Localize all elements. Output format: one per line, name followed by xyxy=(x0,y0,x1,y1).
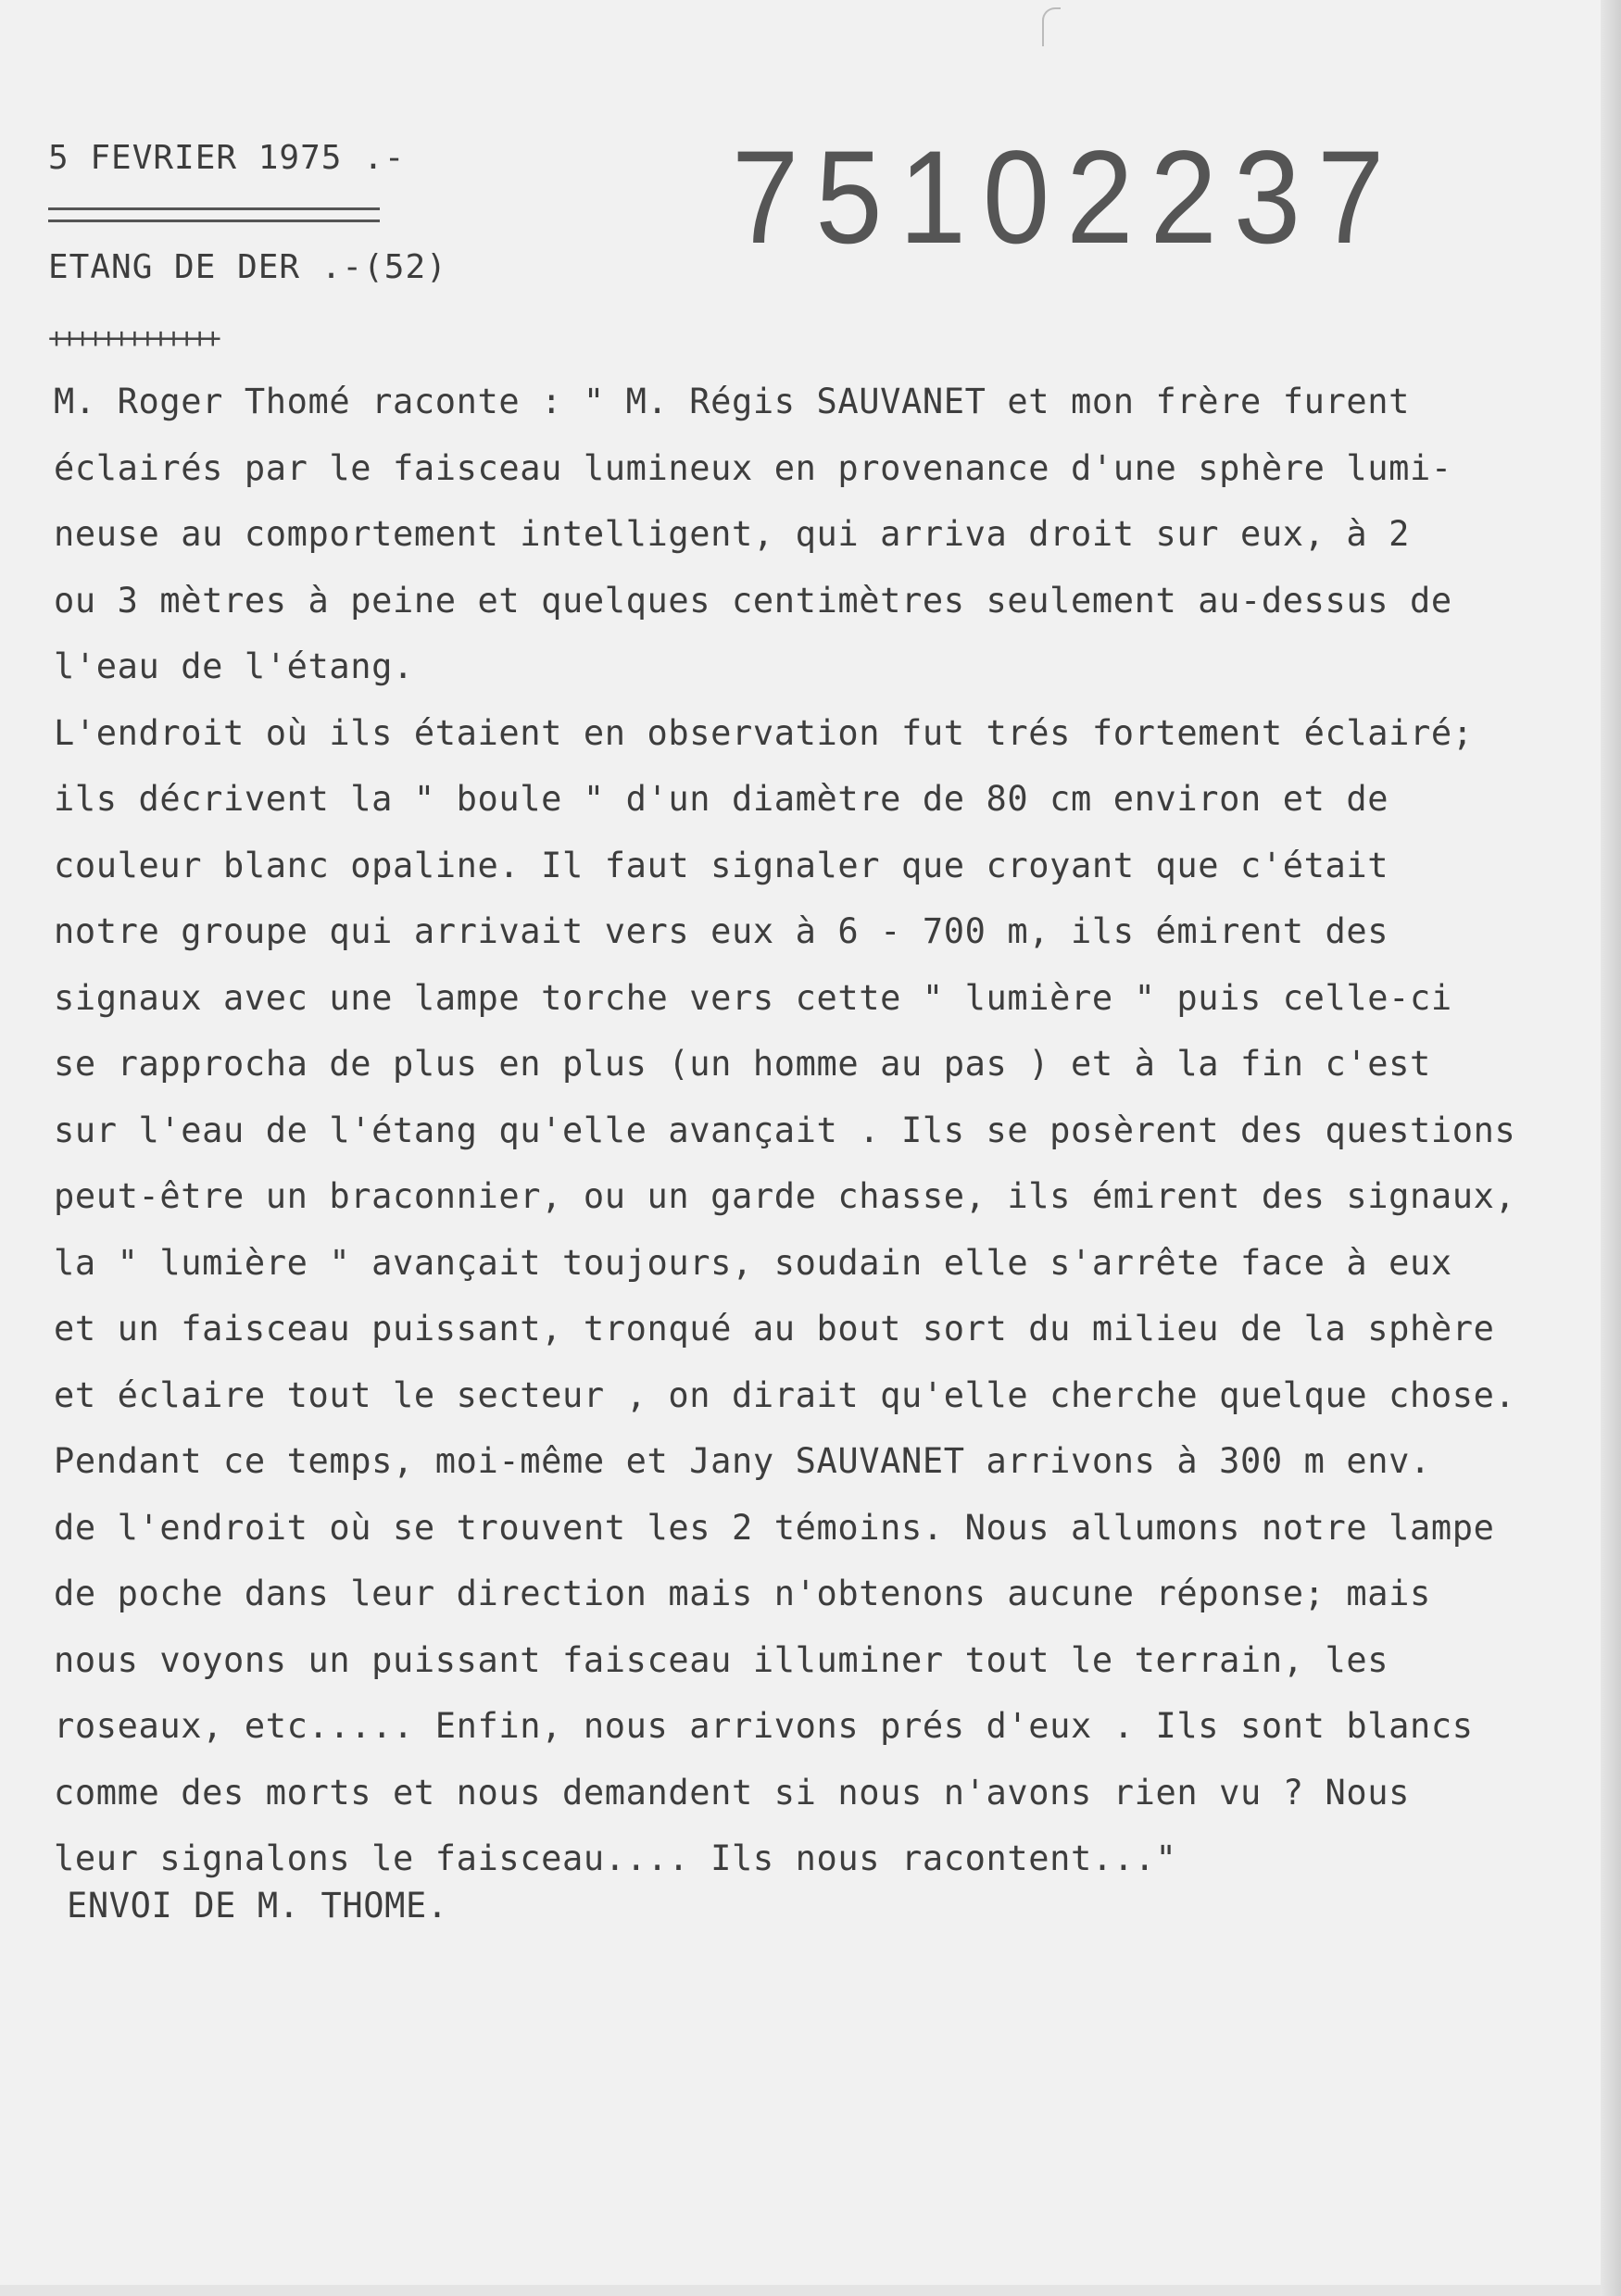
body-line: Pendant ce temps, moi-même et Jany SAUVANET arrivons à 300 m env. xyxy=(54,1441,1431,1481)
signature-line: ENVOI DE M. THOME. xyxy=(67,1886,448,1926)
body-line: l'eau de l'étang. xyxy=(54,646,414,686)
body-line: couleur blanc opaline. Il faut signaler que croyant que c'était xyxy=(54,845,1389,885)
body-line: de l'endroit où se trouvent les 2 témoins. Nous allumons notre lampe xyxy=(54,1507,1495,1548)
location-heading: ETANG DE DER .-(52) xyxy=(48,248,447,286)
body-line: L'endroit où ils étaient en observation fut trés fortement éclairé; xyxy=(54,712,1474,753)
body-line: nous voyons un puissant faisceau illuminer tout le terrain, les xyxy=(54,1639,1389,1680)
body-line: neuse au comportement intelligent, qui arriva droit sur eux, à 2 xyxy=(54,514,1411,554)
date-underline xyxy=(48,207,380,222)
separator-line: +++++++++++++ xyxy=(48,322,218,355)
body-line: sur l'eau de l'étang qu'elle avançait . Ils se posèrent des questions xyxy=(54,1110,1516,1150)
body-line: roseaux, etc..... Enfin, nous arrivons prés d'eux . Ils sont blancs xyxy=(54,1706,1474,1746)
body-line: ou 3 mètres à peine et quelques centimètres seulement au-dessus de xyxy=(54,580,1452,621)
document-date: 5 FEVRIER 1975 .- xyxy=(48,139,406,177)
corner-mark xyxy=(1042,7,1061,46)
body-line: ils décrivent la " boule " d'un diamètre de 80 cm environ et de xyxy=(54,779,1389,819)
reference-number: 75102237 xyxy=(732,122,1401,271)
body-line: peut-être un braconnier, ou un garde chasse, ils émirent des signaux, xyxy=(54,1176,1516,1216)
body-line: comme des morts et nous demandent si nous n'avons rien vu ? Nous xyxy=(54,1772,1411,1813)
body-line: de poche dans leur direction mais n'obtenons aucune réponse; mais xyxy=(54,1574,1431,1613)
body-line: la " lumière " avançait toujours, soudain elle s'arrête face à eux xyxy=(54,1242,1452,1283)
body-line: éclairés par le faisceau lumineux en provenance d'une sphère lumi- xyxy=(54,447,1452,488)
body-line: leur signalons le faisceau.... Ils nous racontent..." xyxy=(54,1838,1177,1878)
body-line: et un faisceau puissant, tronqué au bout sort du milieu de la sphère xyxy=(54,1309,1495,1349)
body-line: notre groupe qui arrivait vers eux à 6 - 700 m, ils émirent des xyxy=(54,911,1389,951)
body-line: signaux avec une lampe torche vers cette " lumière " puis celle-ci xyxy=(54,977,1452,1018)
body-line: se rapprocha de plus en plus (un homme au pas ) et à la fin c'est xyxy=(54,1044,1431,1084)
body-line: et éclaire tout le secteur , on dirait qu'elle cherche quelque chose. xyxy=(54,1374,1516,1415)
body-line: M. Roger Thomé raconte : " M. Régis SAUVANET et mon frère furent xyxy=(54,382,1411,421)
report-body xyxy=(54,369,1573,1892)
